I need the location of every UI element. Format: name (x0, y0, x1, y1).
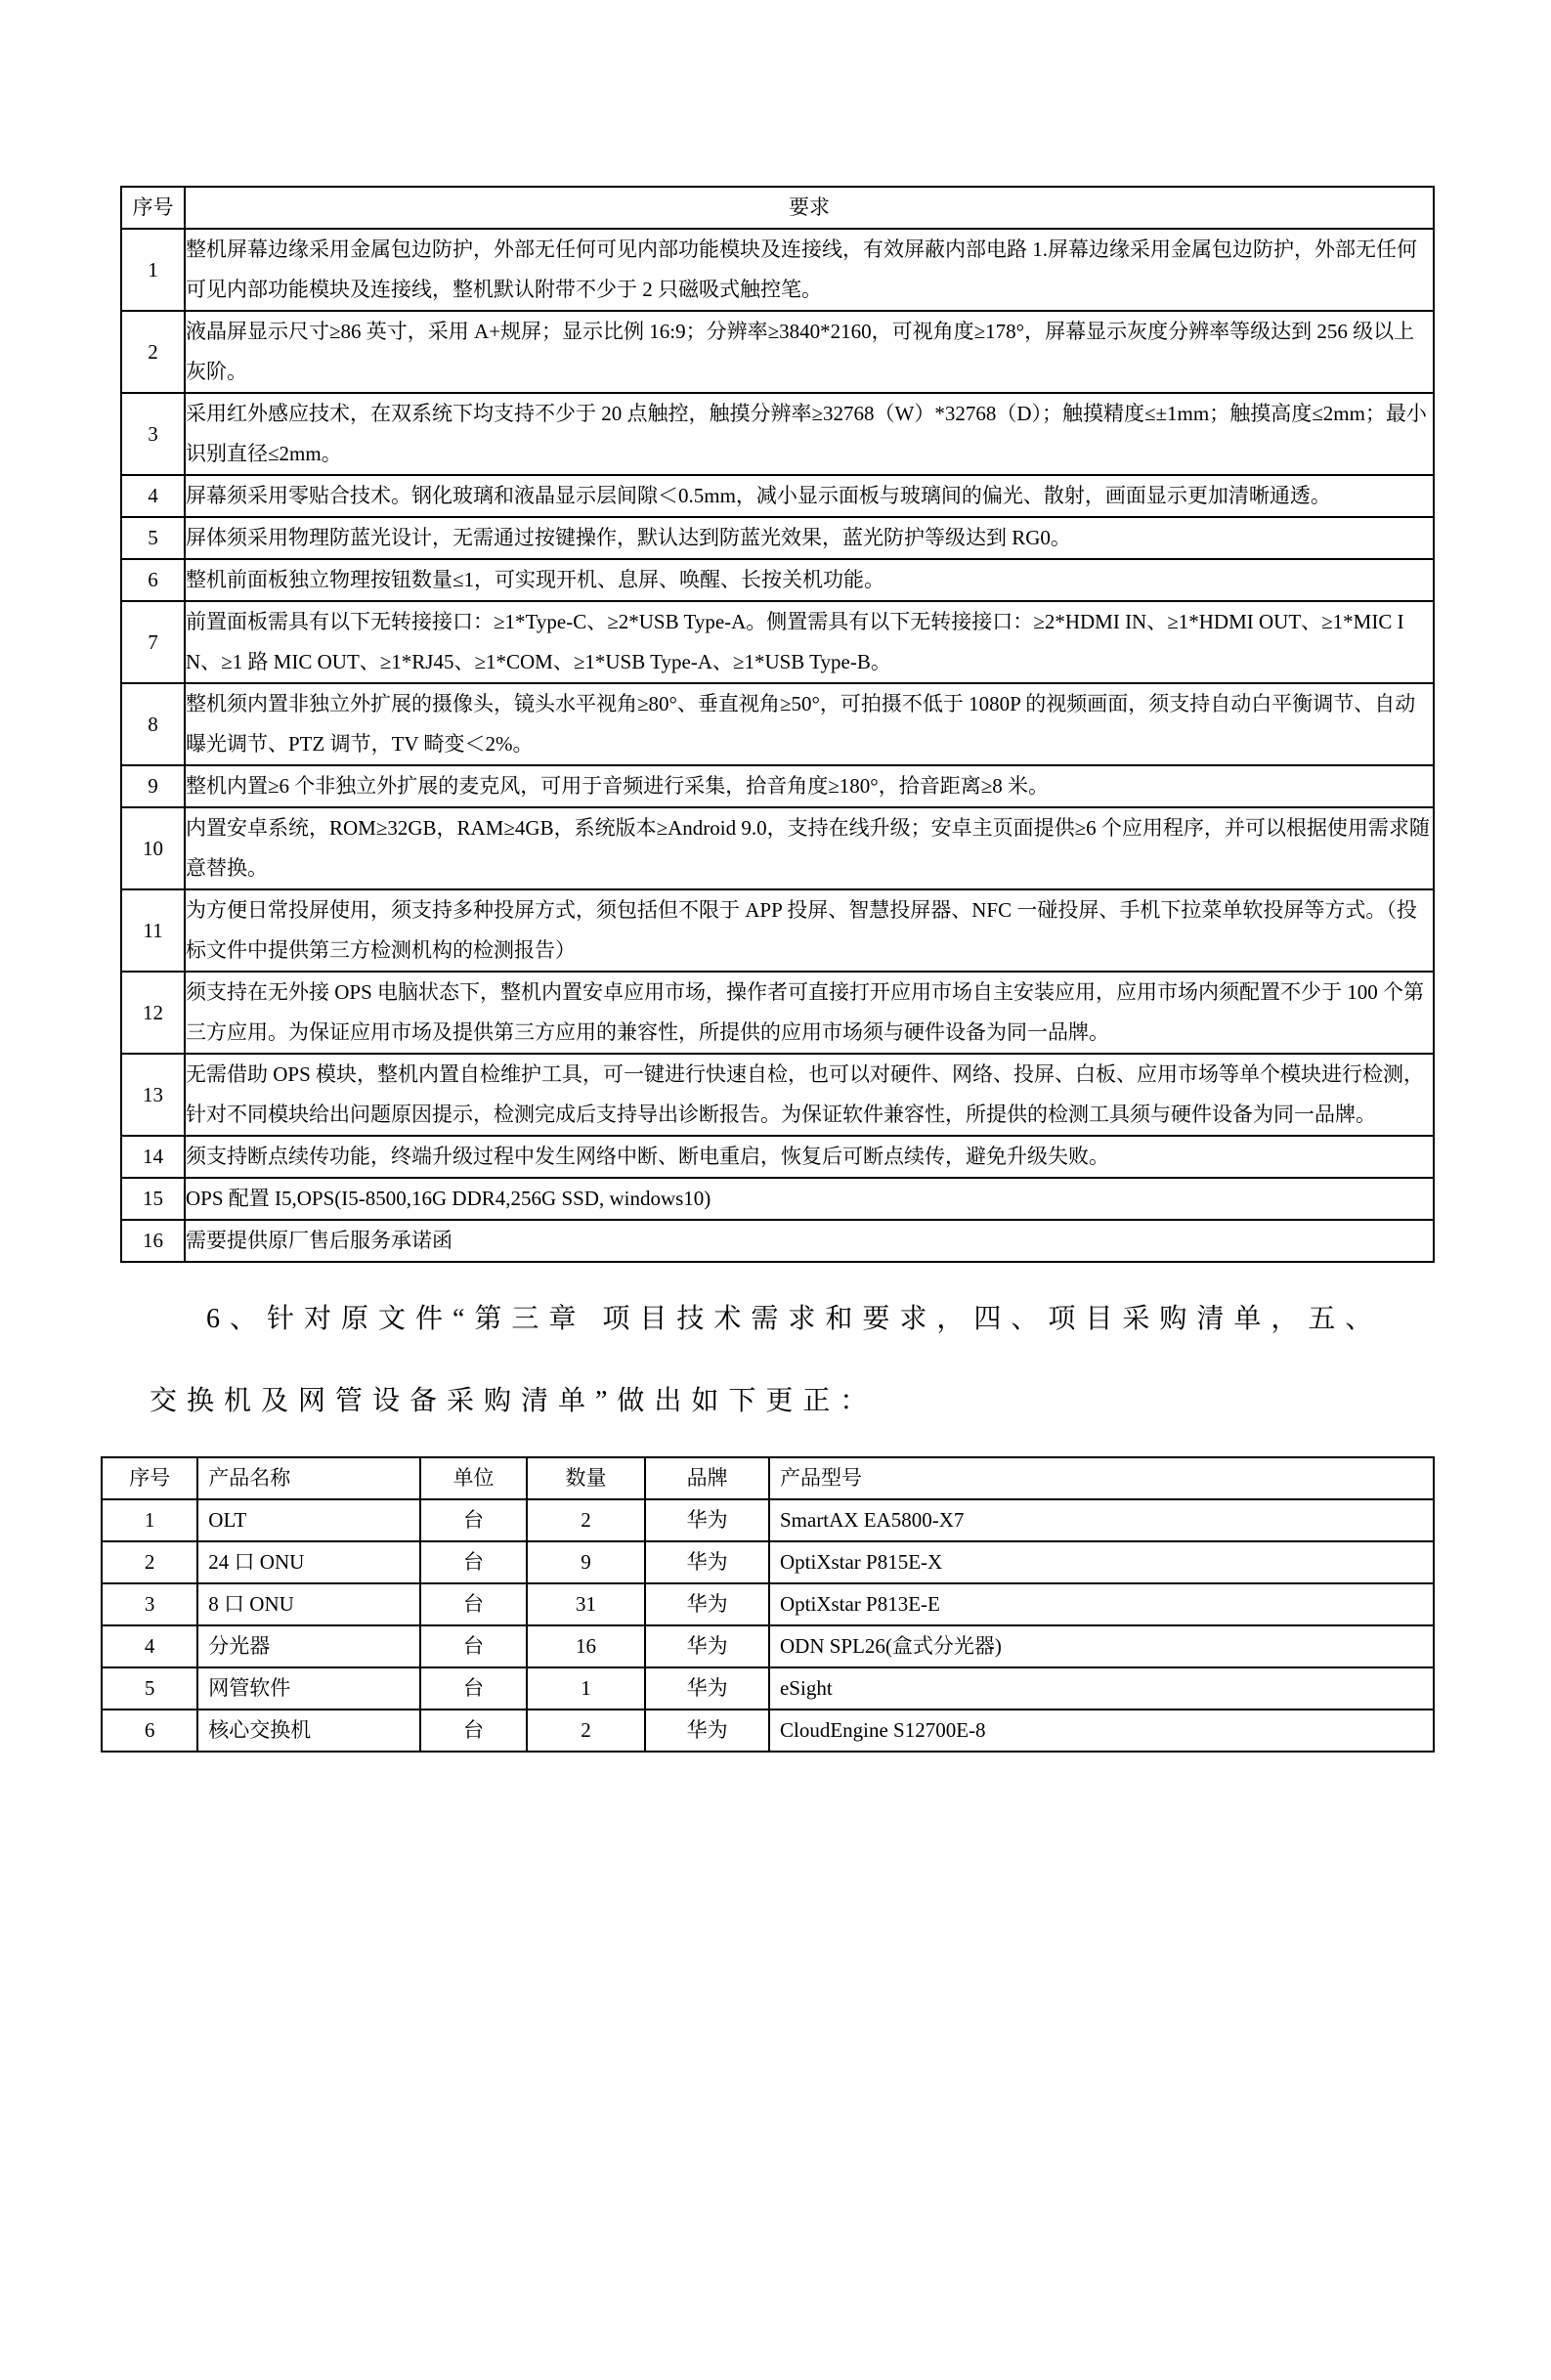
products-header-row (102, 1457, 1434, 1499)
product-quantity: 2 (527, 1709, 646, 1752)
requirement-row-number: 16 (121, 1220, 185, 1262)
product-brand: 华为 (645, 1625, 769, 1667)
product-row-number: 1 (102, 1499, 197, 1541)
requirement-row-number: 11 (121, 889, 185, 972)
requirement-text: 整机须内置非独立外扩展的摄像头，镜头水平视角≥80°、垂直视角≥50°，可拍摄不低于 1080P 的视频画面，须支持自动白平衡调节、自动曝光调节、PTZ 调节，TV 畸变＜2%。 (185, 683, 1434, 765)
requirement-text: OPS 配置 I5,OPS(I5-8500,16G DDR4,256G SSD, windows10) (185, 1178, 1434, 1220)
requirement-row-number: 8 (121, 683, 185, 765)
requirement-row-number: 4 (121, 475, 185, 517)
requirement-row (121, 601, 1434, 683)
requirement-text: 须支持在无外接 OPS 电脑状态下，整机内置安卓应用市场，操作者可直接打开应用市场自主安装应用，应用市场内须配置不少于 100 个第三方应用。为保证应用市场及提供第三方应用的兼容性，所提供的应用市场须与硬件设备为同一品牌。 (185, 972, 1434, 1054)
requirement-row (121, 1136, 1434, 1178)
requirement-text: 采用红外感应技术，在双系统下均支持不少于 20 点触控，触摸分辨率≥32768（W）*32768（D）；触摸精度≤±1mm；触摸高度≤2mm；最小识别直径≤2mm。 (185, 393, 1434, 475)
product-brand: 华为 (645, 1583, 769, 1625)
requirement-row (121, 972, 1434, 1054)
requirement-row (121, 311, 1434, 393)
product-model: OptiXstar P815E-X (769, 1541, 1434, 1583)
product-name: 24 口 ONU (197, 1541, 420, 1583)
product-row (102, 1499, 1434, 1541)
product-row (102, 1583, 1434, 1625)
product-brand: 华为 (645, 1499, 769, 1541)
requirement-row (121, 475, 1434, 517)
requirements-header-row (121, 187, 1434, 229)
product-row-number: 4 (102, 1625, 197, 1667)
requirement-row-number: 5 (121, 517, 185, 559)
requirement-row (121, 1054, 1434, 1136)
products-header-name: 产品名称 (197, 1457, 420, 1499)
requirement-row-number: 15 (121, 1178, 185, 1220)
requirement-text: 须支持断点续传功能，终端升级过程中发生网络中断、断电重启，恢复后可断点续传，避免升级失败。 (185, 1136, 1434, 1178)
requirement-text: 前置面板需具有以下无转接接口：≥1*Type-C、≥2*USB Type-A。侧置需具有以下无转接接口：≥2*HDMI IN、≥1*HDMI OUT、≥1*MIC IN、≥1 路 MIC OUT、≥1*RJ45、≥1*COM、≥1*USB Type-A、≥1*USB Type-B。 (185, 601, 1434, 683)
product-model: CloudEngine S12700E-8 (769, 1709, 1434, 1752)
product-unit: 台 (420, 1583, 526, 1625)
product-row (102, 1625, 1434, 1667)
requirement-row (121, 765, 1434, 807)
product-brand: 华为 (645, 1667, 769, 1709)
requirement-row (121, 683, 1434, 765)
product-quantity: 16 (527, 1625, 646, 1667)
requirement-row (121, 229, 1434, 311)
products-table (101, 1456, 1435, 1753)
product-model: SmartAX EA5800-X7 (769, 1499, 1434, 1541)
requirement-text: 屏幕须采用零贴合技术。钢化玻璃和液晶显示层间隙＜0.5mm，减小显示面板与玻璃间的偏光、散射，画面显示更加清晰通透。 (185, 475, 1434, 517)
product-unit: 台 (420, 1625, 526, 1667)
requirement-text: 屏体须采用物理防蓝光设计，无需通过按键操作，默认达到防蓝光效果，蓝光防护等级达到 RG0。 (185, 517, 1434, 559)
product-name: 核心交换机 (197, 1709, 420, 1752)
products-header-qty: 数量 (527, 1457, 646, 1499)
product-name: 网管软件 (197, 1667, 420, 1709)
requirement-row (121, 807, 1434, 889)
products-header-model: 产品型号 (769, 1457, 1434, 1499)
correction-note: 6、针对原文件“第三章 项目技术需求和要求，四、项目采购清单，五、交换机及网管设备采购清单”做出如下更正： (150, 1304, 1383, 1416)
requirements-table (120, 186, 1435, 1263)
requirements-header-no: 序号 (121, 187, 185, 229)
requirement-row-number: 3 (121, 393, 185, 475)
product-name: OLT (197, 1499, 420, 1541)
product-unit: 台 (420, 1667, 526, 1709)
requirement-text: 无需借助 OPS 模块，整机内置自检维护工具，可一键进行快速自检，也可以对硬件、网络、投屏、白板、应用市场等单个模块进行检测，针对不同模块给出问题原因提示，检测完成后支持导出诊断报告。为保证软件兼容性，所提供的检测工具须与硬件设备为同一品牌。 (185, 1054, 1434, 1136)
requirement-row-number: 14 (121, 1136, 185, 1178)
product-row-number: 6 (102, 1709, 197, 1752)
requirement-row (121, 393, 1434, 475)
requirement-row (121, 559, 1434, 601)
requirement-row-number: 10 (121, 807, 185, 889)
requirement-row-number: 13 (121, 1054, 185, 1136)
requirement-text: 需要提供原厂售后服务承诺函 (185, 1220, 1434, 1262)
product-row (102, 1667, 1434, 1709)
requirement-text: 内置安卓系统，ROM≥32GB，RAM≥4GB，系统版本≥Android 9.0，支持在线升级；安卓主页面提供≥6 个应用程序，并可以根据使用需求随意替换。 (185, 807, 1434, 889)
product-name: 8 口 ONU (197, 1583, 420, 1625)
requirement-text: 整机前面板独立物理按钮数量≤1，可实现开机、息屏、唤醒、长按关机功能。 (185, 559, 1434, 601)
product-brand: 华为 (645, 1709, 769, 1752)
requirement-text: 为方便日常投屏使用，须支持多种投屏方式，须包括但不限于 APP 投屏、智慧投屏器、NFC 一碰投屏、手机下拉菜单软投屏等方式。（投标文件中提供第三方检测机构的检测报告） (185, 889, 1434, 972)
requirement-text: 整机内置≥6 个非独立外扩展的麦克风，可用于音频进行采集，拾音角度≥180°，拾音距离≥8 米。 (185, 765, 1434, 807)
product-quantity: 9 (527, 1541, 646, 1583)
product-row (102, 1541, 1434, 1583)
product-row-number: 3 (102, 1583, 197, 1625)
product-unit: 台 (420, 1709, 526, 1752)
requirement-row (121, 517, 1434, 559)
requirement-row-number: 7 (121, 601, 185, 683)
product-brand: 华为 (645, 1541, 769, 1583)
requirement-row-number: 2 (121, 311, 185, 393)
requirement-text: 液晶屏显示尺寸≥86 英寸，采用 A+规屏；显示比例 16:9；分辨率≥3840*2160，可视角度≥178°，屏幕显示灰度分辨率等级达到 256 级以上灰阶。 (185, 311, 1434, 393)
requirements-table-body (121, 229, 1434, 1262)
product-quantity: 31 (527, 1583, 646, 1625)
document-page (120, 186, 1435, 1753)
requirements-header-requirement: 要求 (185, 187, 1434, 229)
requirement-row-number: 9 (121, 765, 185, 807)
requirement-row (121, 1220, 1434, 1262)
product-unit: 台 (420, 1541, 526, 1583)
product-row-number: 2 (102, 1541, 197, 1583)
requirement-row-number: 12 (121, 972, 185, 1054)
requirement-row (121, 1178, 1434, 1220)
product-quantity: 2 (527, 1499, 646, 1541)
products-header-no: 序号 (102, 1457, 197, 1499)
products-table-body (102, 1499, 1434, 1752)
requirement-text: 整机屏幕边缘采用金属包边防护，外部无任何可见内部功能模块及连接线，有效屏蔽内部电路 1.屏幕边缘采用金属包边防护，外部无任何可见内部功能模块及连接线，整机默认附带不少于 2 只磁吸式触控笔。 (185, 229, 1434, 311)
requirement-row-number: 1 (121, 229, 185, 311)
product-model: ODN SPL26(盒式分光器) (769, 1625, 1434, 1667)
product-name: 分光器 (197, 1625, 420, 1667)
product-row-number: 5 (102, 1667, 197, 1709)
product-model: OptiXstar P813E-E (769, 1583, 1434, 1625)
products-header-unit: 单位 (420, 1457, 526, 1499)
requirement-row (121, 889, 1434, 972)
products-header-brand: 品牌 (645, 1457, 769, 1499)
product-unit: 台 (420, 1499, 526, 1541)
product-row (102, 1709, 1434, 1752)
product-quantity: 1 (527, 1667, 646, 1709)
requirement-row-number: 6 (121, 559, 185, 601)
product-model: eSight (769, 1667, 1434, 1709)
